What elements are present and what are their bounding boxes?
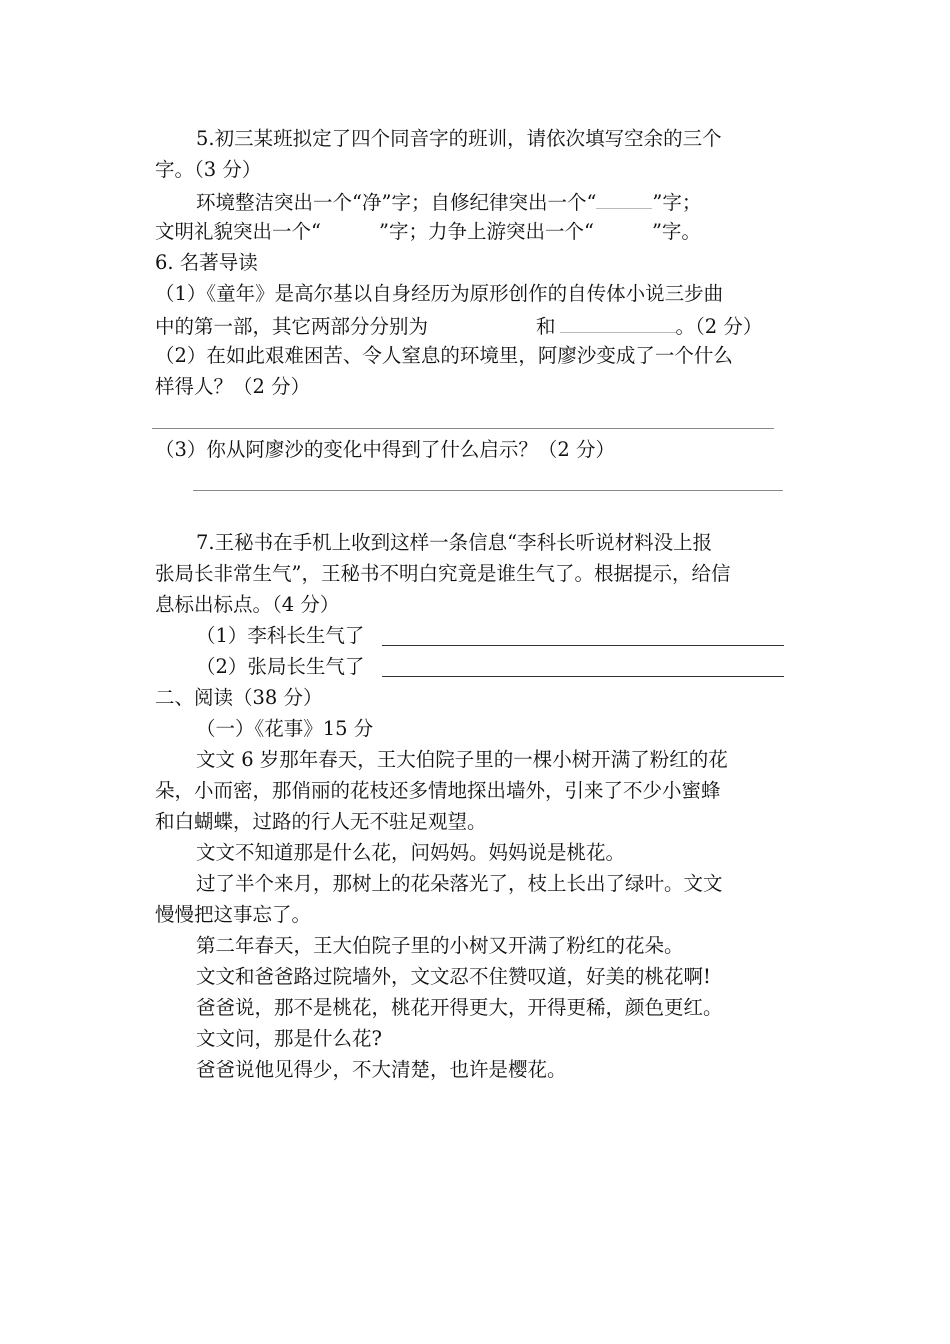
- q6-part2-line-1: （2）在如此艰难困苦、令人窒息的环境里，阿廖沙变成了一个什么: [155, 344, 733, 367]
- q7-line-2: 张局长非常生气”，王秘书不明白究竟是谁生气了。根据提示，给信: [155, 562, 731, 585]
- q6-blank-2[interactable]: [560, 312, 676, 333]
- passage-line: 和白蝴蝶，过路的行人无不驻足观望。: [155, 810, 487, 833]
- q5-blank-1[interactable]: [596, 188, 652, 209]
- q6-part2-line-2: 样得人？（2 分）: [155, 375, 311, 398]
- q6-answer-line-1[interactable]: [152, 428, 774, 429]
- passage-line: 慢慢把这事忘了。: [155, 903, 312, 926]
- q5-line-3-text-a: 环境整洁突出一个“净”字；自修纪律突出一个“: [196, 191, 597, 214]
- q6-part1-text-a: 中的第一部，其它两部分分别为: [155, 315, 429, 338]
- section-2-heading: 二、阅读（38 分）: [155, 686, 323, 709]
- q5-line-4-text-b: ”字；力争上游突出一个“: [378, 220, 594, 243]
- q6-part3-line-1: （3）你从阿廖沙的变化中得到了什么启示？（2 分）: [155, 438, 616, 461]
- q5-line-4-text-c: ”字。: [651, 220, 701, 243]
- passage-line: 文文 6 岁那年春天，王大伯院子里的一棵小树开满了粉红的花: [196, 748, 728, 771]
- q7-line-1: 7.王秘书在手机上收到这样一条信息“李科长听说材料没上报: [196, 531, 713, 554]
- q5-line-2: 字。（3 分）: [155, 158, 262, 181]
- passage-line: 爸爸说，那不是桃花，桃花开得更大，开得更稀，颜色更红。: [196, 996, 723, 1019]
- q6-title: 6. 名著导读: [155, 251, 258, 274]
- q5-line-3-text-b: ”字；: [652, 191, 702, 214]
- q7-item-1: （1）李科长生气了: [196, 624, 365, 647]
- passage-line: 朵，小而密，那俏丽的花枝还多情地探出墙外，引来了不少小蜜蜂: [155, 779, 721, 802]
- q6-part1-text-b: 和: [536, 315, 556, 338]
- passage-line: 文文不知道那是什么花，问妈妈。妈妈说是桃花。: [196, 841, 626, 864]
- passage-line: 过了半个来月，那树上的花朵落光了，枝上长出了绿叶。文文: [196, 872, 723, 895]
- q6-part1-text-c: 。（2 分）: [675, 315, 763, 338]
- q7-answer-line-2[interactable]: [382, 676, 784, 677]
- passage-line: 文文和爸爸路过院墙外，文文忍不住赞叹道，好美的桃花啊!: [196, 965, 711, 988]
- q7-line-3: 息标出标点。（4 分）: [155, 593, 340, 616]
- passage-line: 第二年春天，王大伯院子里的小树又开满了粉红的花朵。: [196, 934, 684, 957]
- q5-line-4-text-a: 文明礼貌突出一个“: [155, 220, 321, 243]
- q5-line-3: [196, 188, 701, 216]
- q7-answer-line-1[interactable]: [382, 645, 784, 646]
- q5-line-1: 5.初三某班拟定了四个同音字的班训，请依次填写空余的三个: [196, 127, 722, 150]
- section-2-subheading: （一）《花事》15 分: [196, 717, 374, 740]
- q7-item-2: （2）张局长生气了: [196, 655, 365, 678]
- passage-line: 文文问，那是什么花?: [196, 1027, 382, 1050]
- q6-part1-line-2: [155, 312, 762, 340]
- q6-part1-line-1: （1）《童年》是高尔基以自身经历为原形创作的自传体小说三步曲: [155, 282, 724, 305]
- q5-line-4: [155, 219, 701, 245]
- passage-line: 爸爸说他见得少，不大清楚，也许是樱花。: [196, 1058, 567, 1081]
- q6-answer-line-2[interactable]: [193, 490, 783, 491]
